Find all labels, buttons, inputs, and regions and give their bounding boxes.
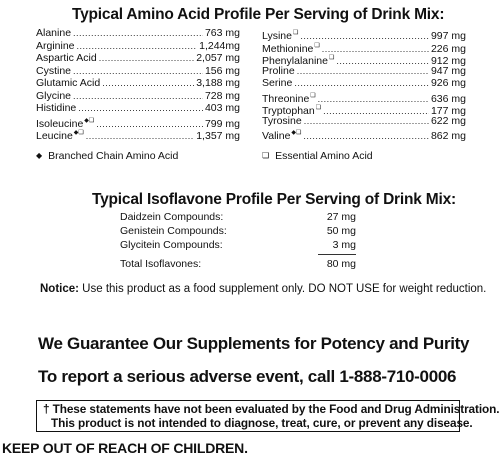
diamond-icon: ◆: [36, 151, 43, 160]
amino-acid-marker-icon: ◆❏: [84, 117, 95, 124]
amino-acid-value: 799 mg: [204, 117, 240, 130]
report-heading: To report a serious adverse event, call 1-888-710-0006: [38, 367, 457, 386]
isoflavone-total-label: Total Isoflavones:: [120, 258, 202, 270]
amino-acid-marker-icon: ❏: [310, 92, 316, 99]
isoflavone-row: [120, 225, 356, 238]
isoflavone-name: Genistein Compounds:: [120, 225, 227, 237]
amino-acid-name-text: Threonine: [262, 92, 310, 105]
amino-acid-row: [262, 115, 466, 128]
amino-acid-row: [262, 90, 466, 103]
amino-acid-name-text: Alanine: [36, 27, 72, 39]
dot-leader: [318, 93, 429, 106]
dot-leader: [96, 118, 203, 131]
bcaa-legend: [36, 150, 178, 162]
amino-acid-row: [262, 27, 466, 40]
isoflavone-name: Glycitein Compounds:: [120, 239, 223, 251]
amino-acid-name-text: Isoleucine: [36, 117, 84, 130]
amino-acid-name: [36, 27, 71, 40]
amino-acid-row: [36, 65, 240, 78]
amino-acid-row: [36, 90, 240, 103]
amino-acid-name-text: Methionine: [262, 42, 314, 55]
amino-acid-value: 636 mg: [430, 92, 466, 105]
amino-acid-name-text: Histidine: [36, 102, 77, 114]
amino-acid-row: [36, 102, 240, 115]
amino-acid-value: 1,244mg: [199, 39, 240, 52]
amino-acid-name-text: Glutamic Acid: [36, 77, 101, 89]
isoflavone-row: [120, 239, 356, 252]
isoflavone-total-value: 80 mg: [326, 258, 356, 270]
amino-acid-name: [262, 65, 295, 78]
fda-disclaimer-box: [36, 400, 500, 432]
bcaa-legend-label: Branched Chain Amino Acid: [48, 150, 179, 162]
amino-acid-value: 947 mg: [430, 64, 466, 77]
notice-text: [40, 283, 486, 295]
amino-acid-marker-icon: ◆❏: [73, 130, 84, 136]
isoflavone-value: 3 mg: [332, 239, 356, 251]
amino-acid-name: [262, 127, 301, 143]
amino-acid-name: [36, 65, 71, 78]
eaa-legend-label: Essential Amino Acid: [275, 150, 373, 162]
amino-acid-marker-icon: ❏: [292, 30, 299, 36]
dot-leader: [86, 130, 194, 143]
amino-acid-value: 997 mg: [430, 30, 466, 42]
isoflavone-total-row: [120, 258, 356, 271]
isoflavone-row: [120, 211, 356, 224]
amino-acid-marker-icon: ◆❏: [291, 130, 302, 136]
dot-leader: [73, 65, 203, 78]
notice-body: Use this product as a food supplement only. DO NOT USE for weight reduction.: [78, 283, 487, 295]
amino-acid-value: 763 mg: [204, 27, 240, 39]
isoflavone-value: 27 mg: [326, 211, 356, 223]
amino-acid-name-text: Lysine: [262, 30, 292, 42]
amino-acid-value: 862 mg: [430, 130, 466, 142]
amino-acid-title: Typical Amino Acid Profile Per Serving of Drink Mix:: [72, 6, 445, 23]
amino-acid-value: 1,357 mg: [196, 130, 240, 142]
dot-leader: [73, 27, 203, 40]
amino-acid-name: [36, 127, 84, 143]
dot-leader: [73, 90, 203, 103]
isoflavone-sum-rule: [318, 254, 356, 255]
amino-acid-row: [262, 65, 466, 78]
amino-acid-name: [36, 77, 100, 90]
amino-acid-marker-icon: ❏: [315, 105, 322, 111]
dot-leader: [77, 40, 198, 53]
amino-acid-right-column: [262, 27, 466, 140]
keep-out-of-reach-warning: KEEP OUT OF REACH OF CHILDREN.: [2, 440, 248, 456]
notice-label: Notice:: [40, 283, 79, 295]
amino-acid-name-text: Serine: [262, 77, 293, 89]
eaa-legend: [262, 150, 373, 162]
dot-leader: [102, 77, 194, 90]
amino-acid-value: 2,057 mg: [196, 52, 240, 64]
amino-acid-name-text: Valine: [262, 130, 291, 142]
amino-acid-name-text: Tryptophan: [262, 105, 315, 117]
amino-acid-marker-icon: ❏: [314, 42, 320, 49]
dot-leader: [297, 65, 429, 78]
amino-acid-value: 226 mg: [430, 42, 466, 55]
amino-acid-row: [36, 77, 240, 90]
amino-acid-row: [262, 127, 466, 140]
amino-acid-name-text: Tyrosine: [262, 114, 302, 127]
isoflavone-name: Daidzein Compounds:: [120, 211, 224, 223]
disclaimer-line-1: † These statements have not been evaluated by the Food and Drug Administration.: [43, 402, 500, 416]
amino-acid-name-text: Proline: [262, 64, 295, 77]
amino-acid-name-text: Arginine: [36, 39, 75, 52]
amino-acid-value: 403 mg: [204, 102, 240, 114]
dot-leader: [78, 102, 203, 115]
amino-acid-name: [262, 77, 292, 90]
amino-acid-marker-icon: ❏: [328, 55, 335, 61]
amino-acid-row: [36, 115, 240, 128]
amino-acid-row: [36, 27, 240, 40]
square-icon: ❏: [262, 151, 270, 160]
amino-acid-value: 926 mg: [430, 77, 466, 89]
amino-acid-name: [36, 40, 75, 53]
amino-acid-left-column: [36, 27, 240, 140]
amino-acid-value: 156 mg: [204, 64, 240, 77]
isoflavone-value: 50 mg: [326, 225, 356, 237]
amino-acid-value: 728 mg: [204, 89, 240, 102]
isoflavone-title: Typical Isoflavone Profile Per Serving of Drink Mix:: [92, 191, 456, 208]
guarantee-heading: We Guarantee Our Supplements for Potency and Purity: [38, 334, 470, 353]
dot-leader: [99, 52, 195, 65]
amino-acid-name-text: Cystine: [36, 64, 72, 77]
amino-acid-value: 3,188 mg: [196, 77, 240, 89]
dot-leader: [294, 77, 429, 90]
amino-acid-row: [262, 77, 466, 90]
disclaimer-line-2: This product is not intended to diagnose, treat, cure, or prevent any disease.: [51, 416, 473, 430]
amino-acid-value: 622 mg: [430, 114, 466, 127]
amino-acid-name-text: Aspartic Acid: [36, 52, 97, 64]
amino-acid-name: [36, 102, 76, 115]
dot-leader: [304, 115, 429, 128]
amino-acid-name: [262, 115, 302, 128]
amino-acid-value: 177 mg: [430, 105, 466, 117]
amino-acid-name: [36, 90, 71, 103]
amino-acid-value: 912 mg: [430, 55, 466, 67]
dot-leader: [303, 130, 429, 143]
amino-acid-name: [36, 52, 97, 65]
amino-acid-name-text: Leucine: [36, 130, 73, 142]
amino-acid-row: [36, 52, 240, 65]
dot-leader: [322, 43, 429, 56]
amino-acid-row: [36, 40, 240, 53]
amino-acid-name-text: Phenylalanine: [262, 55, 328, 67]
amino-acid-name-text: Glycine: [36, 89, 72, 102]
